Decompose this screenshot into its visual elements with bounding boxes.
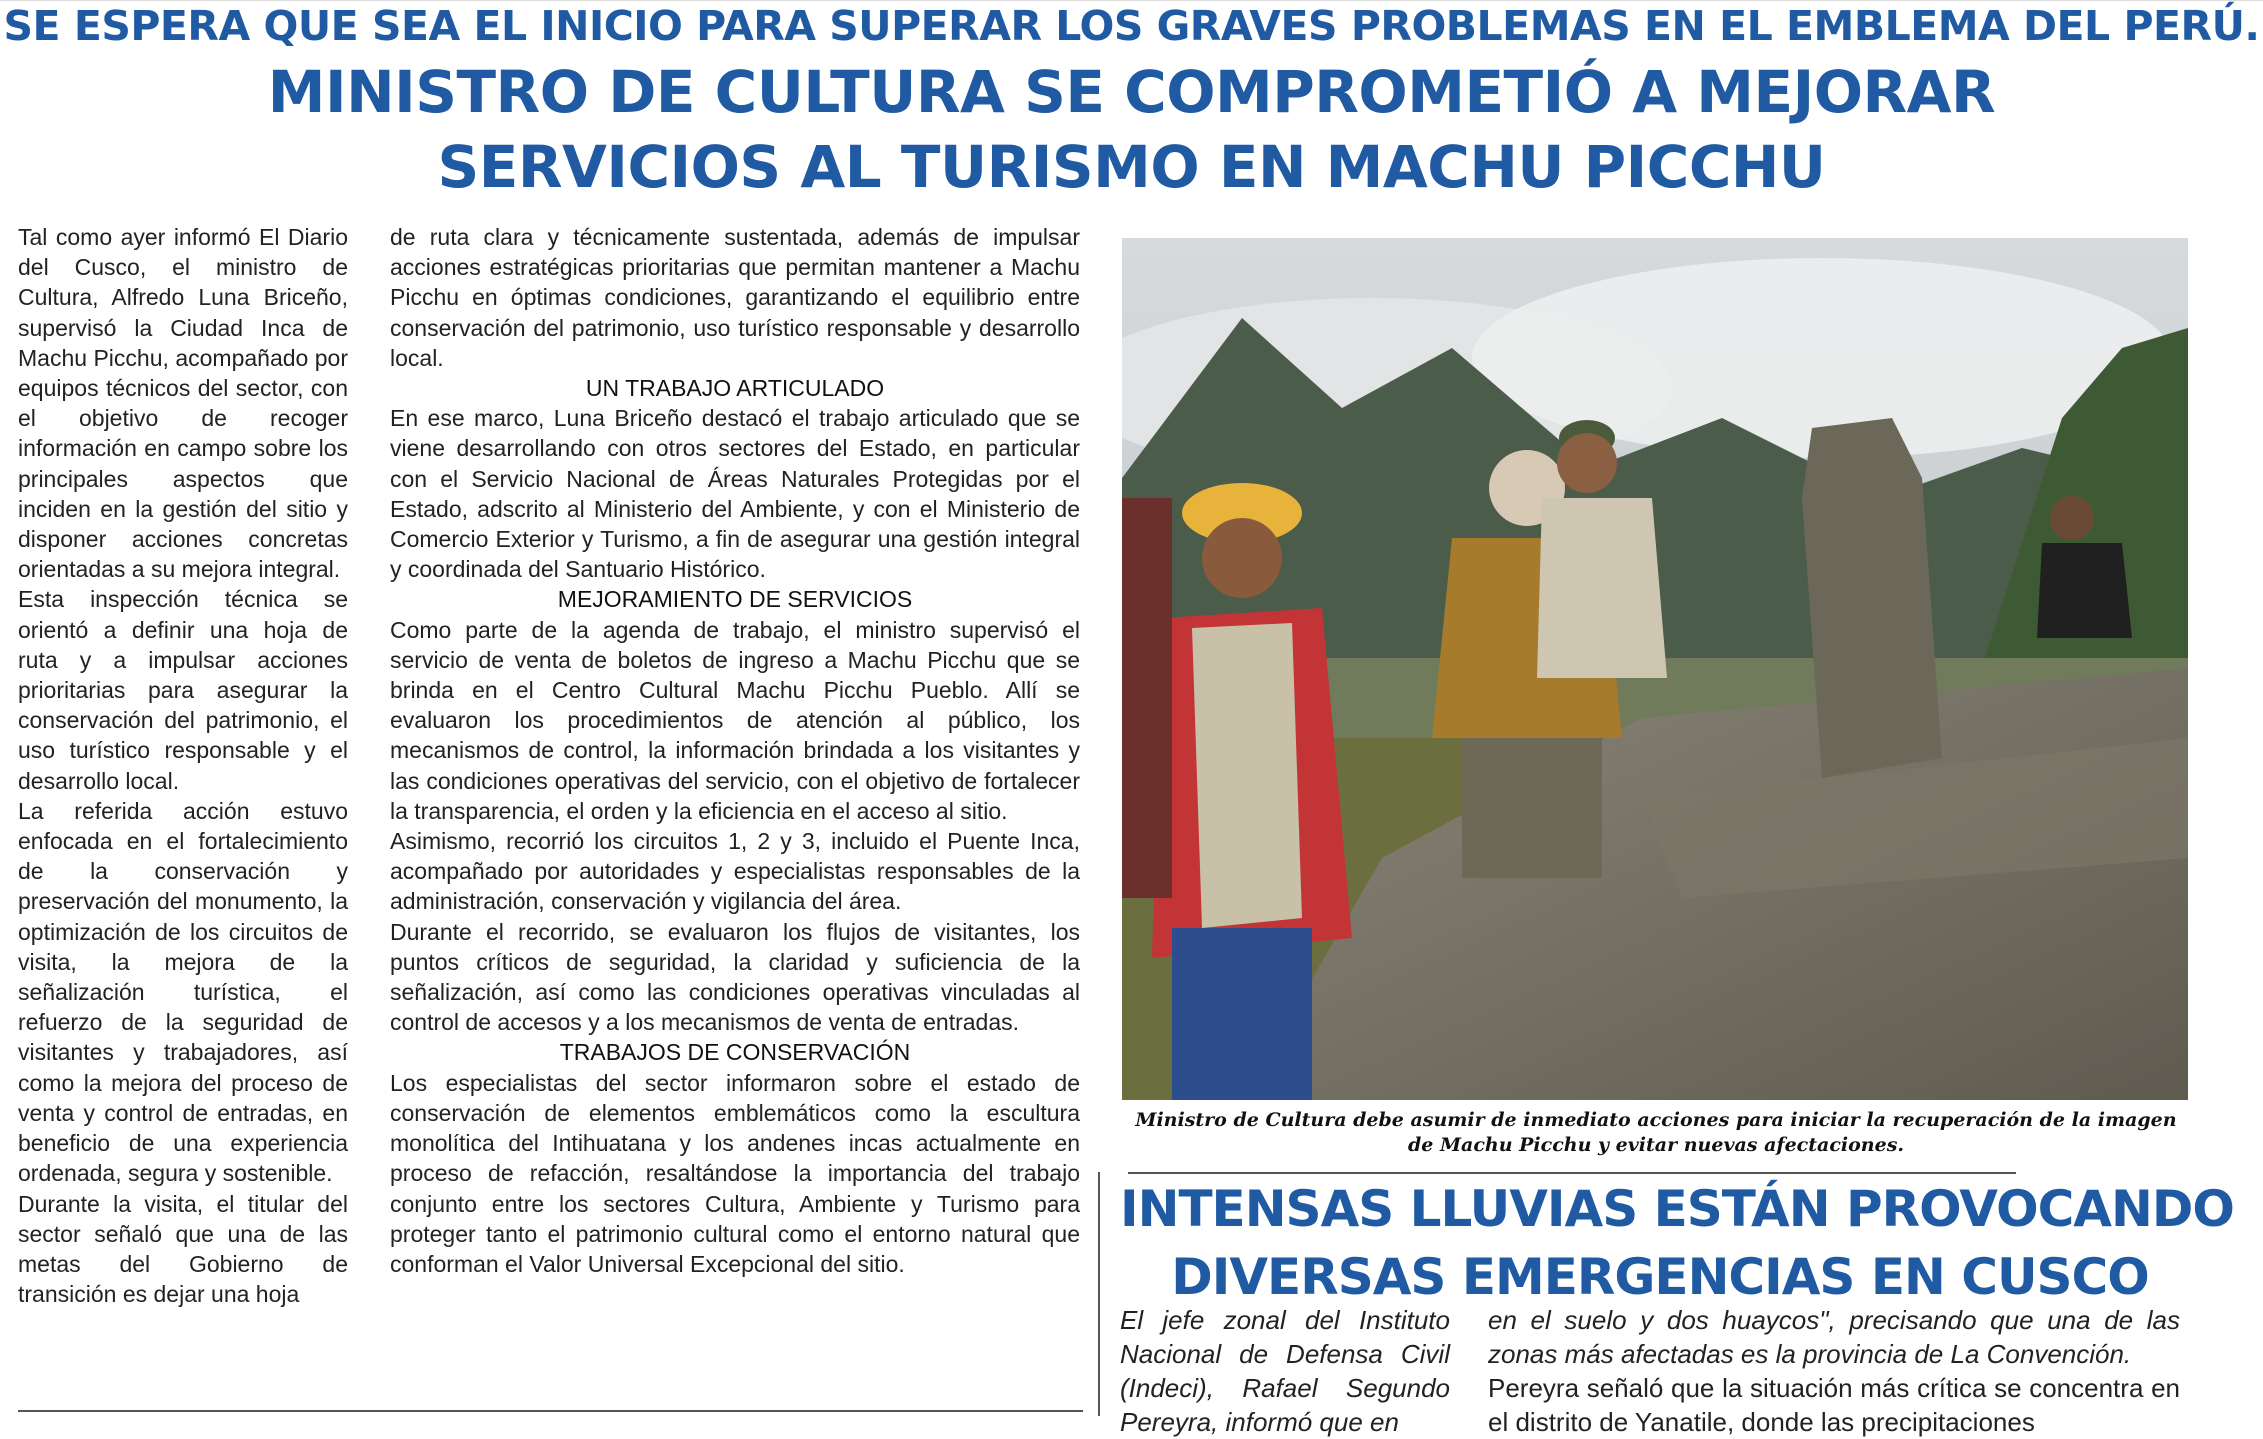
paragraph: El jefe zonal del Instituto Nacional de Defensa Civil (Indeci), Rafael Segundo Pereyra, informó que en: [1120, 1305, 1450, 1437]
second-article-column-1: [1120, 1303, 1450, 1439]
main-headline-line-1: MINISTRO DE CULTURA SE COMPROMETIÓ A MEJORAR: [267, 58, 1996, 126]
paragraph: de ruta clara y técnicamente sustentada, además de impulsar acciones estratégicas prioritarias que permitan mantener a Machu Picchu en óptimas condiciones, garantizando el equilibrio entre conservación del patrimonio, uso turístico responsable y desarrollo local.: [390, 224, 1080, 371]
second-headline-line-2: DIVERSAS EMERGENCIAS EN CUSCO: [1171, 1248, 2149, 1306]
subheading: MEJORAMIENTO DE SERVICIOS: [557, 586, 913, 613]
second-headline-line-1: INTENSAS LLUVIAS ESTÁN PROVOCANDO: [1120, 1180, 2234, 1238]
top-border: [0, 0, 2263, 1]
paragraph: Asimismo, recorrió los circuitos 1, 2 y 3, incluido el Puente Inca, acompañado por autoridades y especialistas responsables de la administración, conservación y vigilancia del área.: [390, 828, 1080, 915]
paragraph: Durante el recorrido, se evaluaron los flujos de visitantes, los puntos críticos de seguridad, la claridad y suficiencia de la señalización, así como las condiciones operativas vinculadas al control de accesos y a los mecanismos de venta de entradas.: [390, 918, 1080, 1036]
column-divider: [1098, 1172, 1100, 1416]
paragraph: La referida acción estuvo enfocada en el fortalecimiento de la conservación y preservación del monumento, la optimización de los circuitos de visita, la mejora de la señalización turística, el refuerzo de la seguridad de visitantes y trabajadores, así como la mejora del proceso de venta y control de entradas, en beneficio de una experiencia ordenada, segura y sostenible.: [18, 797, 348, 1187]
paragraph: Los especialistas del sector informaron sobre el estado de conservación de elementos emblemáticos como la escultura monolítica del Intihuatana y los andenes incas actualmente en proceso de refacción, resaltándose la importancia del trabajo conjunto entre los sectores Cultura, Ambiente y Turismo para proteger tanto el patrimonio cultural como el entorno natural que conforman el Valor Universal Excepcional del sitio.: [390, 1069, 1080, 1277]
section-divider: [1128, 1172, 2016, 1174]
paragraph: Pereyra señaló que la situación más crítica se concentra en el distrito de Yanatile, donde las precipitaciones: [1488, 1373, 2180, 1437]
article-photo: [1122, 238, 2188, 1100]
paragraph: Tal como ayer informó El Diario del Cusco, el ministro de Cultura, Alfredo Luna Briceño, supervisó la Ciudad Inca de Machu Picchu, acompañado por equipos técnicos del sector, con el objetivo de recoger información en campo sobre los principales aspectos que inciden en la gestión del sitio y disponer acciones concretas orientadas a su mejora integral.: [18, 224, 348, 583]
machu-picchu-photo-illustration: [1122, 238, 2188, 1100]
photo-caption: Ministro de Cultura debe asumir de inmediato acciones para iniciar la recuperación de la imagen de Machu Picchu y evitar nuevas afectaciones.: [1135, 1109, 2177, 1156]
paragraph: Como parte de la agenda de trabajo, el ministro supervisó el servicio de venta de boletos de ingreso a Machu Picchu que se brinda en el Centro Cultural Machu Picchu Pueblo. Allí se evaluaron los procedimientos de atención al público, los mecanismos de control, la información brindada a los visitantes y las condiciones operativas del servicio, con el objetivo de fortalecer la transparencia, el orden y la eficiencia en el acceso al sitio.: [390, 616, 1080, 824]
article-column-2: [390, 222, 1080, 1279]
paragraph: En ese marco, Luna Briceño destacó el trabajo articulado que se viene desarrollando con otros sectores del Estado, en particular con el Servicio Nacional de Áreas Naturales Protegidas por el Estado, adscrito al Ministerio del Ambiente, y con el Ministerio de Comercio Exterior y Turismo, a fin de asegurar una gestión integral y coordinada del Santuario Histórico.: [390, 405, 1080, 583]
second-article-column-2: [1488, 1303, 2180, 1439]
subheading: UN TRABAJO ARTICULADO: [585, 375, 885, 402]
article-column-1: [18, 222, 348, 1309]
subheading: TRABAJOS DE CONSERVACIÓN: [559, 1039, 911, 1066]
paragraph: Esta inspección técnica se orientó a definir una hoja de ruta y a impulsar acciones prioritarias para asegurar la conservación del patrimonio, el uso turístico responsable y el desarrollo local.: [18, 586, 348, 794]
paragraph: Durante la visita, el titular del sector señaló que una de las metas del Gobierno de transición es dejar una hoja: [18, 1190, 348, 1308]
bottom-rule: [18, 1410, 1083, 1412]
paragraph: en el suelo y dos huaycos", precisando que una de las zonas más afectadas es la provincia de La Convención.: [1488, 1305, 2180, 1369]
main-headline-line-2: SERVICIOS AL TURISMO EN MACHU PICCHU: [437, 133, 1826, 201]
kicker-headline: SE ESPERA QUE SEA EL INICIO PARA SUPERAR LOS GRAVES PROBLEMAS EN EL EMBLEMA DEL PERÚ.: [3, 2, 2260, 50]
